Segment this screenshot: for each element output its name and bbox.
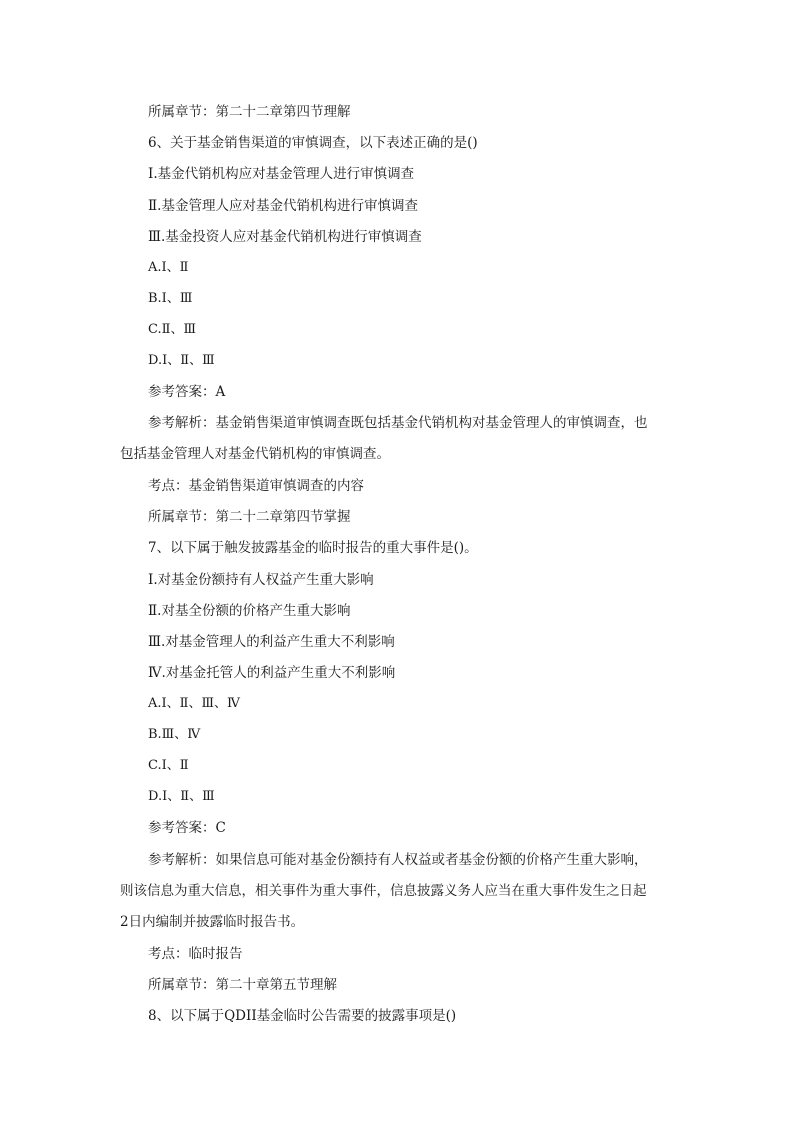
question-7-topic: 考点：临时报告 [148,946,243,962]
question-6-statement-3: Ⅲ.基金投资人应对基金代销机构进行审慎调查 [148,229,422,245]
question-7-option-b: B.Ⅲ、Ⅳ [148,727,201,742]
question-6-explanation-cont: 包括基金管理人对基金代销机构的审慎调查。 [120,446,390,462]
chapter-line: 所属章节：第二十二章第四节掌握 [148,509,351,525]
question-7-option-c: C.Ⅰ、Ⅱ [148,758,189,773]
question-7-explanation-cont: 则该信息为重大信息，相关事件为重大事件，信息披露义务人应当在重大事件发生之日起 [120,883,647,899]
question-6-option-a: A.Ⅰ、Ⅱ [148,260,189,275]
question-7-statement-1: Ⅰ.对基金份额持有人权益产生重大影响 [148,572,374,588]
question-7-statement-3: Ⅲ.对基金管理人的利益产生重大不利影响 [148,634,395,650]
question-6-stem: 6、关于基金销售渠道的审慎调查，以下表述正确的是() [148,135,478,151]
question-6-explanation: 参考解析：基金销售渠道审慎调查既包括基金代销机构对基金管理人的审慎调查，也 [148,415,648,431]
chapter-line: 所属章节：第二十二章第四节理解 [148,104,351,120]
question-7-stem: 7、以下属于触发披露基金的临时报告的重大事件是()。 [148,540,478,556]
question-6-statement-2: Ⅱ.基金管理人应对基金代销机构进行审慎调查 [148,198,418,214]
question-6-statement-1: Ⅰ.基金代销机构应对基金管理人进行审慎调查 [148,166,415,182]
question-7-explanation-cont: 2日内编制并披露临时报告书。 [120,914,305,930]
question-6-topic: 考点：基金销售渠道审慎调查的内容 [148,478,364,494]
question-7-option-a: A.Ⅰ、Ⅱ、Ⅲ、Ⅳ [148,696,241,711]
question-7-explanation: 参考解析：如果信息可能对基金份额持有人权益或者基金份额的价格产生重大影响， [148,852,648,868]
question-6-option-c: C.Ⅱ、Ⅲ [148,322,196,337]
question-6-option-b: B.Ⅰ、Ⅲ [148,291,193,306]
chapter-line: 所属章节：第二十章第五节理解 [148,977,337,993]
question-7-answer: 参考答案：C [148,820,226,836]
question-7-option-d: D.Ⅰ、Ⅱ、Ⅲ [148,789,215,804]
question-8-stem: 8、以下属于QDII基金临时公告需要的披露事项是() [148,1008,457,1024]
question-6-option-d: D.Ⅰ、Ⅱ、Ⅲ [148,353,215,368]
question-6-answer: 参考答案：A [148,384,226,400]
question-7-statement-4: Ⅳ.对基金托管人的利益产生重大不利影响 [148,665,396,681]
question-7-statement-2: Ⅱ.对基全份额的价格产生重大影响 [148,603,351,619]
